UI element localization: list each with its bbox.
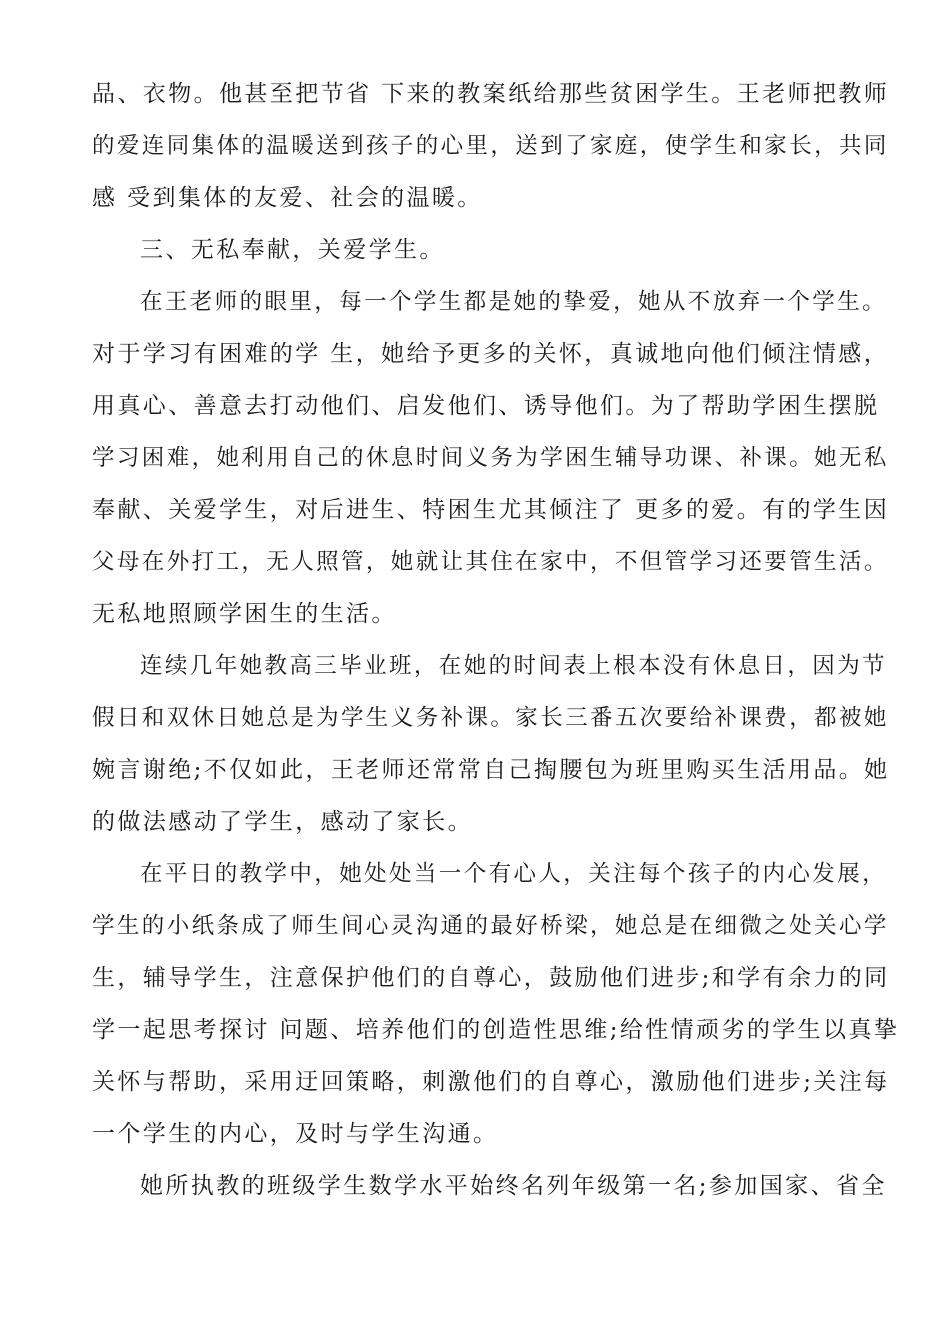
text-line: 奉献、关爱学生，对后进生、特困生尤其倾注了 更多的爱。有的学生因: [92, 497, 890, 523]
text-line: 的爱连同集体的温暖送到孩子的心里，送到了家庭，使学生和家长，共同: [92, 133, 889, 159]
text-line: 对于学习有困难的学 生，她给予更多的关怀，真诚地向他们倾注情感，: [92, 341, 890, 367]
text-line: 在王老师的眼里，每一个学生都是她的挚爱，她从不放弃一个学生。: [140, 289, 888, 315]
text-line: 无私地照顾学困生的生活。: [92, 601, 397, 627]
text-line: 感 受到集体的友爱、社会的温暖。: [92, 185, 483, 211]
text-line: 生，辅导学生，注意保护他们的自尊心，鼓励他们进步;和学有余力的同: [92, 965, 890, 991]
text-line: 一个学生的内心，及时与学生沟通。: [92, 1121, 499, 1147]
section-heading: 三、无私奉献，关爱学生。: [140, 237, 445, 263]
text-line: 父母在外打工，无人照管，她就让其住在家中，不但管学习还要管生活。: [92, 549, 889, 575]
text-line: 用真心、善意去打动他们、启发他们、诱导他们。为了帮助学困生摆脱: [92, 393, 880, 419]
text-line: 婉言谢绝;不仅如此，王老师还常常自己掏腰包为班里购买生活用品。她: [92, 757, 890, 783]
text-line: 假日和双休日她总是为学生义务补课。家长三番五次要给补课费，都被她: [92, 705, 889, 731]
text-line: 关怀与帮助，采用迂回策略，刺激他们的自尊心，激励他们进步;关注每: [92, 1069, 890, 1095]
text-line: 连续几年她教高三毕业班，在她的时间表上根本没有休息日，因为节: [140, 653, 888, 679]
text-line: 学习困难，她利用自己的休息时间义务为学困生辅导功课、补课。她无私: [92, 445, 889, 471]
text-line: 她所执教的班级学生数学水平始终名列年级第一名;参加国家、省全: [140, 1173, 887, 1199]
text-line: 在平日的教学中，她处处当一个有心人，关注每个孩子的内心发展，: [140, 861, 888, 887]
text-line: 学生的小纸条成了师生间心灵沟通的最好桥梁，她总是在细微之处关心学: [92, 913, 889, 939]
text-line: 品、衣物。他甚至把节省 下来的教案纸给那些贫困学生。王老师把教师: [92, 81, 890, 107]
text-line: 的做法感动了学生，感动了家长。: [92, 809, 473, 835]
text-line: 学一起思考探讨 问题、培养他们的创造性思维;给性情顽劣的学生以真挚: [92, 1017, 900, 1043]
